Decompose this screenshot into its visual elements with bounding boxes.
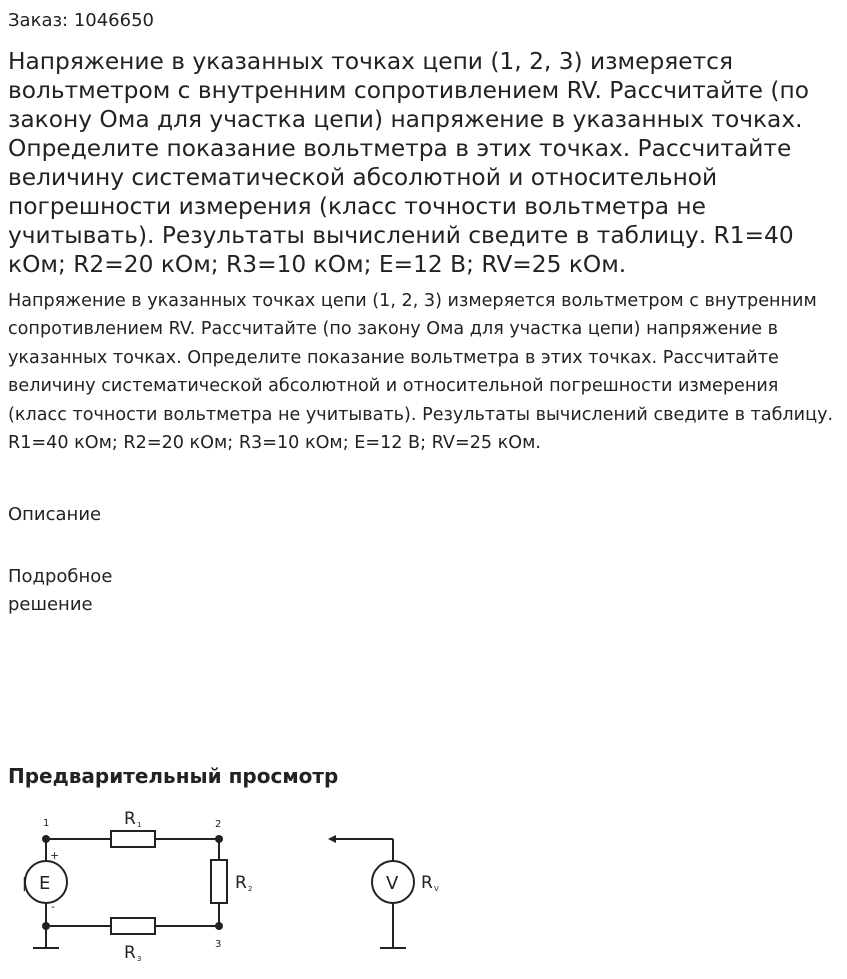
node-3-label: 3 (215, 939, 222, 950)
circuit-diagram (0, 800, 460, 970)
r1-label: R (124, 809, 136, 829)
task-description: Напряжение в указанных точках цепи (1, 2, 3) измеряется вольтметром с внутренним сопротивлением RV. Рассчитайте (по закону Ома для участка цепи) напряжение в указанных точках. Определите показание вольтметра в этих точках. Рассчитайте величину систематической абсолютной и относительной погрешности измерения (класс точности вольтметра не учитывать). Результаты вычислений сведите в таблицу. R1=40 кОм; R2=20 кОм; R3=10 кОм; Е=12 В; RV=25 кОм. (8, 291, 834, 454)
r2-label: R (235, 873, 247, 893)
r1-subscript: 1 (137, 821, 142, 829)
voltmeter-label: V (386, 873, 399, 894)
node-3-dot (215, 922, 223, 930)
preview-heading: Предварительный просмотр (8, 764, 339, 788)
probe-arrow-icon (328, 835, 336, 843)
description-label[interactable]: Описание (8, 504, 102, 525)
source-e-label: E (39, 873, 51, 894)
r2-subscript: 2 (248, 885, 253, 893)
node-1-dot (42, 835, 50, 843)
resistor-r2 (211, 860, 227, 903)
source-side-mark: | (22, 876, 27, 892)
r3-subscript: 3 (137, 955, 142, 963)
order-number: Заказ: 1046650 (8, 10, 154, 31)
rv-subscript: V (434, 885, 439, 893)
resistor-r3 (111, 918, 155, 934)
r3-label: R (124, 943, 136, 963)
rv-label: R (421, 873, 433, 893)
source-plus-label: + (50, 849, 60, 862)
resistor-r1 (111, 831, 155, 847)
detailed-solution-label[interactable]: Подробное решение (8, 566, 113, 615)
node-2-dot (215, 835, 223, 843)
node-2-label: 2 (215, 819, 222, 830)
task-title: Напряжение в указанных точках цепи (1, 2, 3) измеряется вольтметром с внутренним сопротивлением RV. Рассчитайте (по закону Ома для участка цепи) напряжение в указанных точках. Определите показание вольтметра в этих точках. Рассчитайте величину систематической абсолютной и относительной погрешности измерения (класс точности вольтметра не учитывать). Результаты вычислений сведите в таблицу. R1=40 кОм; R2=20 кОм; R3=10 кОм; Е=12 В; RV=25 кОм. (8, 48, 809, 278)
source-minus-label: - (51, 900, 55, 913)
node-1-label: 1 (43, 818, 50, 829)
node-bottom-left-dot (42, 922, 50, 930)
